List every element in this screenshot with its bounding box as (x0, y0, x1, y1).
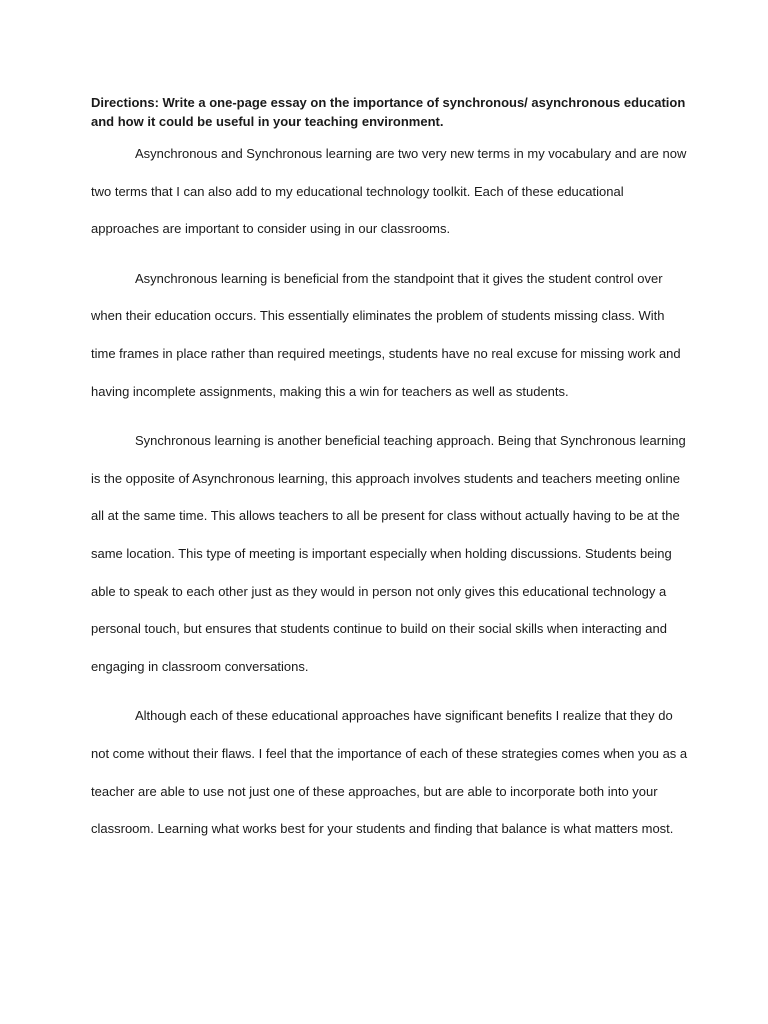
directions-heading: Directions: Write a one-page essay on the importance of synchronous/ asynchronous education and how it could be useful in your teaching environment. (91, 95, 686, 129)
essay-paragraph-4: Although each of these educational approaches have significant benefits I realize that they do not come without their flaws. I feel that the importance of each of these strategies comes when you as a teacher are able to use not just one of these approaches, but are able to incorporate both into your classroom. Learning what works best for your students and finding that balance is what matters most. (91, 708, 688, 837)
essay-paragraph-3: Synchronous learning is another beneficial teaching approach. Being that Synchronous learning is the opposite of Asynchronous learning, this approach involves students and teachers meeting online all at the same time. This allows teachers to all be present for class without actually having to be at the same location. This type of meeting is important especially when holding discussions. Students being able to speak to each other just as they would in person not only gives this educational technology a personal touch, but ensures that students continue to build on their social skills when interacting and engaging in classroom conversations. (91, 433, 686, 674)
essay-paragraph-2: Asynchronous learning is beneficial from the standpoint that it gives the student control over when their education occurs. This essentially eliminates the problem of students missing class. With time frames in place rather than required meetings, students have no real excuse for missing work and having incomplete assignments, making this a win for teachers as well as students. (91, 270, 681, 399)
document-page (91, 93, 691, 848)
essay-paragraph-1: Asynchronous and Synchronous learning are two very new terms in my vocabulary and are now two terms that I can also add to my educational technology toolkit. Each of these educational approaches are important to consider using in our classrooms. (91, 146, 687, 237)
